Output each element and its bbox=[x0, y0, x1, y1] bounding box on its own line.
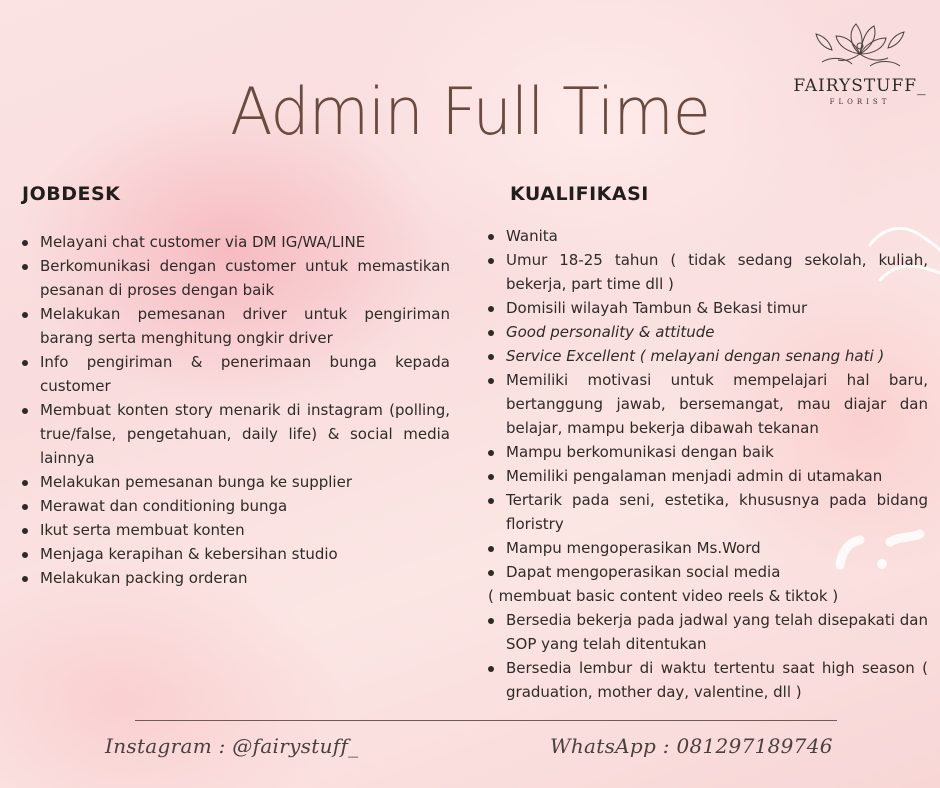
list-item: Dapat mengoperasikan social media bbox=[488, 560, 928, 584]
list-item: Melayani chat customer via DM IG/WA/LINE bbox=[22, 230, 450, 254]
jobdesk-heading: JOBDESK bbox=[22, 183, 121, 205]
brand-subtitle: FLORIST bbox=[829, 98, 891, 106]
brand-name: FAIRYSTUFF_ bbox=[793, 76, 927, 96]
list-item: Melakukan packing orderan bbox=[22, 566, 450, 590]
kualifikasi-heading: KUALIFIKASI bbox=[510, 183, 649, 205]
list-item: Tertarik pada seni, estetika, khususnya pada bidang floristry bbox=[488, 488, 928, 536]
page-title: Admin Full Time bbox=[230, 73, 710, 150]
list-item: Merawat dan conditioning bunga bbox=[22, 494, 450, 518]
footer-divider bbox=[135, 720, 837, 721]
kualifikasi-list bbox=[488, 224, 928, 704]
list-item: Domisili wilayah Tambun & Bekasi timur bbox=[488, 296, 928, 320]
list-item: Memiliki pengalaman menjadi admin di utamakan bbox=[488, 464, 928, 488]
list-item: Info pengiriman & penerimaan bunga kepada customer bbox=[22, 350, 450, 398]
list-item-continuation: ( membuat basic content video reels & tiktok ) bbox=[488, 587, 839, 605]
instagram-contact: Instagram : @fairystuff_ bbox=[105, 734, 359, 758]
magnolia-flower-icon bbox=[812, 12, 908, 74]
list-item: Bersedia lembur di waktu tertentu saat high season ( graduation, mother day, valentine, dll ) bbox=[488, 656, 928, 704]
list-item: Melakukan pemesanan driver untuk pengiriman barang serta menghitung ongkir driver bbox=[22, 302, 450, 350]
list-item: Memiliki motivasi untuk mempelajari hal baru, bertanggung jawab, bersemangat, mau diajar dan belajar, mampu bekerja dibawah tekanan bbox=[488, 368, 928, 440]
list-item: Menjaga kerapihan & kebersihan studio bbox=[22, 542, 450, 566]
list-item: Good personality & attitude bbox=[488, 320, 928, 344]
whatsapp-contact: WhatsApp : 081297189746 bbox=[550, 734, 833, 758]
list-item: Service Excellent ( melayani dengan senang hati ) bbox=[488, 344, 928, 368]
list-item: Wanita bbox=[488, 224, 928, 248]
jobdesk-list bbox=[22, 230, 450, 590]
list-item: Membuat konten story menarik di instagram (polling, true/false, pengetahuan, daily life) & social media lainnya bbox=[22, 398, 450, 470]
list-item: Bersedia bekerja pada jadwal yang telah disepakati dan SOP yang telah ditentukan bbox=[488, 608, 928, 656]
list-item: Ikut serta membuat konten bbox=[22, 518, 450, 542]
brand-logo bbox=[790, 12, 930, 106]
list-item: Melakukan pemesanan bunga ke supplier bbox=[22, 470, 450, 494]
list-item: Berkomunikasi dengan customer untuk memastikan pesanan di proses dengan baik bbox=[22, 254, 450, 302]
list-item: Mampu mengoperasikan Ms.Word bbox=[488, 536, 928, 560]
list-item: Mampu berkomunikasi dengan baik bbox=[488, 440, 928, 464]
list-item: Umur 18-25 tahun ( tidak sedang sekolah, kuliah, bekerja, part time dll ) bbox=[488, 248, 928, 296]
